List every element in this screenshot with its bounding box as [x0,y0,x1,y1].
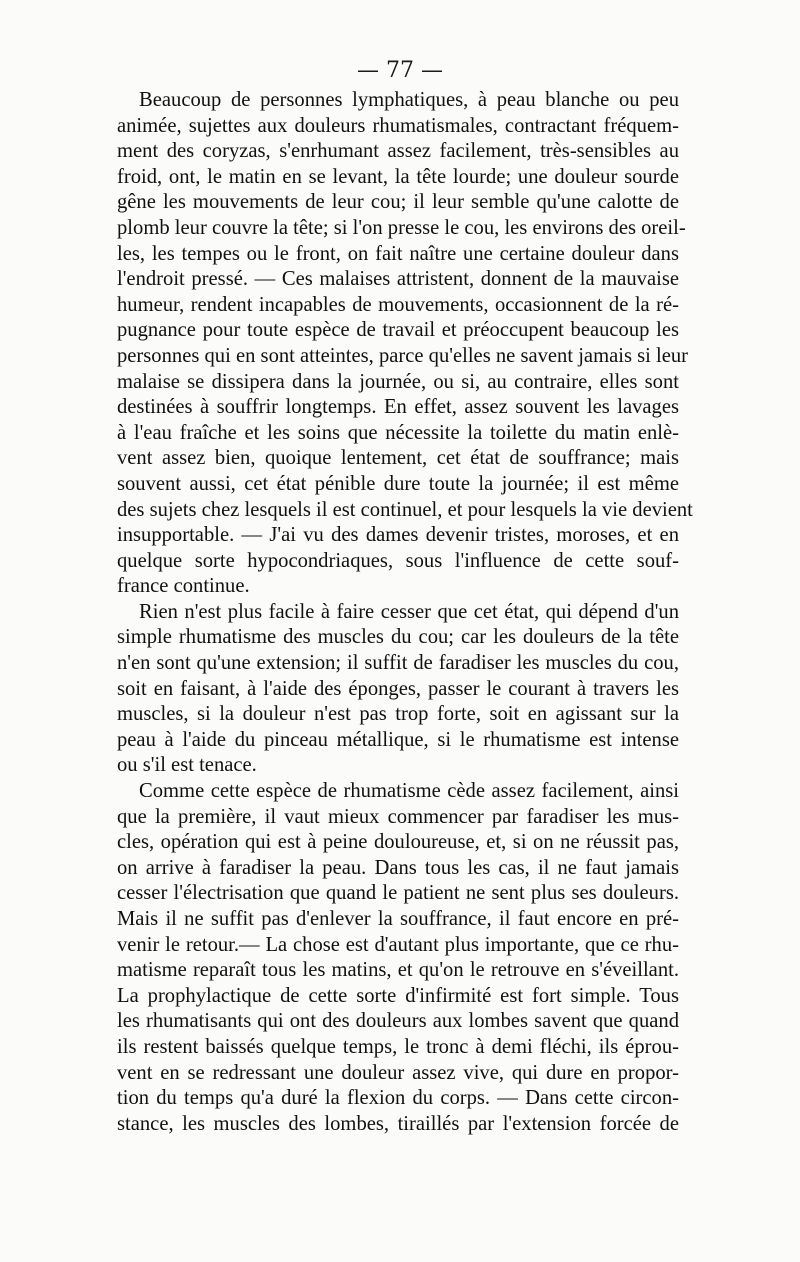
paragraph-3 [117,779,679,1137]
page-number: — 77 — [357,58,443,83]
text-line: à l'eau fraîche et les soins que nécessite la toilette du matin enlè- [117,421,679,444]
text-line: quelque sorte hypocondriaques, sous l'influence de cette souf- [117,549,679,572]
text-line: froid, ont, le matin en se levant, la tête lourde; une douleur sourde [117,165,679,188]
text-line: Mais il ne suffit pas d'enlever la souffrance, il faut encore en pré- [117,908,679,930]
text-line: vent assez bien, quoique lentement, cet état de souffrance; mais [117,447,679,470]
text-line: humeur, rendent incapables de mouvements, occasionnent de la ré- [117,293,679,316]
text-line: ou s'il est tenace. [117,754,257,777]
text-line: cles, opération qui est à peine douloureuse, et, si on ne réussit pas, [117,831,679,854]
text-line: muscles, si la douleur n'est pas trop forte, soit en agissant sur la [117,703,679,726]
text-line: que la première, il vaut mieux commencer par faradiser les mus- [117,805,679,828]
text-line: tion du temps qu'a duré la flexion du corps. — Dans cette circon- [117,1087,679,1110]
text-line: vent en se redressant une douleur assez vive, qui dure en propor- [117,1061,679,1084]
text-line: france continue. [117,575,250,598]
text-line: on arrive à faradiser la peau. Dans tous les cas, il ne faut jamais [117,856,679,879]
text-line: soit en faisant, à l'aide des éponges, passer le courant à travers les [117,677,679,700]
text-line: les rhumatisants qui ont des douleurs aux lombes savent que quand [117,1010,679,1033]
text-line: matisme reparaît tous les matins, et qu'on le retrouve en s'éveillant. [117,959,679,982]
text-line: Rien n'est plus facile à faire cesser que cet état, qui dépend d'un [139,600,679,623]
text-line: cesser l'électrisation que quand le patient ne sent plus ses douleurs. [117,882,679,905]
text-line: La prophylactique de cette sorte d'infirmité est fort simple. Tous [117,984,679,1007]
paragraph-2 [117,600,679,779]
text-line: malaise se dissipera dans la journée, ou si, au contraire, elles sont [117,370,679,393]
text-line: des sujets chez lesquels il est continuel, et pour lesquels la vie devient [117,498,693,521]
text-line: les, les tempes ou le front, on fait naître une certaine douleur dans [117,242,679,265]
text-line: simple rhumatisme des muscles du cou; car les douleurs de la tête [117,626,679,649]
text-line: souvent aussi, cet état pénible dure toute la journée; il est même [117,472,679,495]
text-line: animée, sujettes aux douleurs rhumatismales, contractant fréquem- [117,114,679,137]
text-line: gêne les mouvements de leur cou; il leur semble qu'une calotte de [117,191,679,214]
text-line: plomb leur couvre la tête; si l'on presse le cou, les environs des oreil- [117,216,686,239]
text-line: Comme cette espèce de rhumatisme cède assez facilement, ainsi [139,780,679,803]
text-line: personnes qui en sont atteintes, parce qu'elles ne savent jamais si leur [117,344,689,367]
text-line: l'endroit pressé. — Ces malaises attristent, donnent de la mauvaise [117,268,679,291]
text-line: Beaucoup de personnes lymphatiques, à peau blanche ou peu [139,89,679,111]
text-line: destinées à souffrir longtemps. En effet, assez souvent les lavages [117,396,679,419]
text-line: ment des coryzas, s'enrhumant assez facilement, très-sensibles au [117,140,679,163]
text-line: venir le retour.— La chose est d'autant plus importante, que ce rhu- [117,933,679,956]
text-line: ils restent baissés quelque temps, le tronc à demi fléchi, ils éprou- [117,1035,679,1058]
paragraph-1 [117,88,693,600]
text-line: peau à l'aide du pinceau métallique, si le rhumatisme est intense [117,728,679,751]
text-line: insupportable. — J'ai vu des dames devenir tristes, moroses, et en [117,524,679,547]
text-line: n'en sont qu'une extension; il suffit de faradiser les muscles du cou, [117,652,679,675]
text-line: pugnance pour toute espèce de travail et préoccupent beaucoup les [117,319,679,342]
text-line: stance, les muscles des lombes, tiraillés par l'extension forcée de [117,1112,679,1135]
body-text [117,88,693,1137]
